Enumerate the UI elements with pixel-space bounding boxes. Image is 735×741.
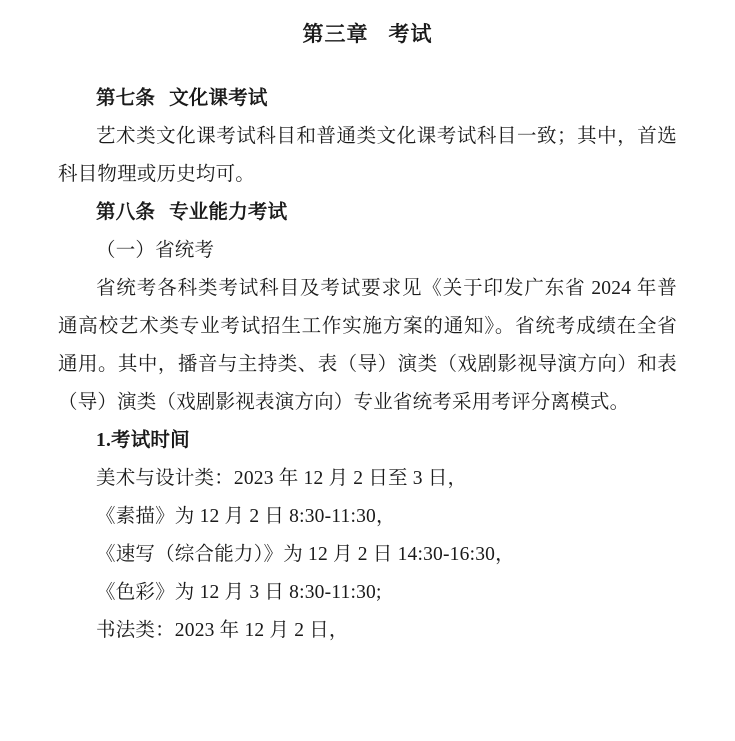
exam-time-line-5: 书法类：2023 年 12 月 2 日， bbox=[96, 620, 349, 641]
section-1-body: 省统考各科类考试科目及考试要求见《关于印发广东省 2024 年普通高校艺术类专业考试招生工作实施方案的通知》。省统考成绩在全省通用。其中，播音与主持类、表（导）演类（戏剧影视导演方向）和表（导）演类（戏剧影视表演方向）专业省统考采用考评分离模式。 bbox=[58, 278, 677, 413]
article-7-title: 文化课考试 bbox=[169, 88, 268, 109]
document-page bbox=[0, 18, 735, 741]
article-7-heading bbox=[58, 80, 677, 118]
section-1-heading: （一）省统考 bbox=[96, 240, 215, 261]
document-body bbox=[58, 80, 677, 650]
item-1-heading: 1.考试时间 bbox=[96, 430, 190, 451]
article-8-heading bbox=[58, 194, 677, 232]
article-8-label: 第八条 bbox=[96, 202, 156, 223]
chapter-name: 考试 bbox=[388, 22, 433, 46]
exam-time-line-3: 《速写（综合能力）》为 12 月 2 日 14:30-16:30， bbox=[96, 544, 515, 565]
article-7-body: 艺术类文化课考试科目和普通类文化课考试科目一致；其中，首选科目物理或历史均可。 bbox=[58, 126, 677, 185]
article-7-label: 第七条 bbox=[96, 88, 156, 109]
exam-time-line-4: 《色彩》为 12 月 3 日 8:30-11:30; bbox=[96, 582, 382, 603]
article-8-title: 专业能力考试 bbox=[169, 202, 288, 223]
exam-time-line-2: 《素描》为 12 月 2 日 8:30-11:30， bbox=[96, 506, 396, 527]
exam-time-line-1: 美术与设计类：2023 年 12 月 2 日至 3 日， bbox=[96, 468, 468, 489]
chapter-number: 第三章 bbox=[302, 22, 369, 46]
page-title bbox=[58, 18, 677, 48]
